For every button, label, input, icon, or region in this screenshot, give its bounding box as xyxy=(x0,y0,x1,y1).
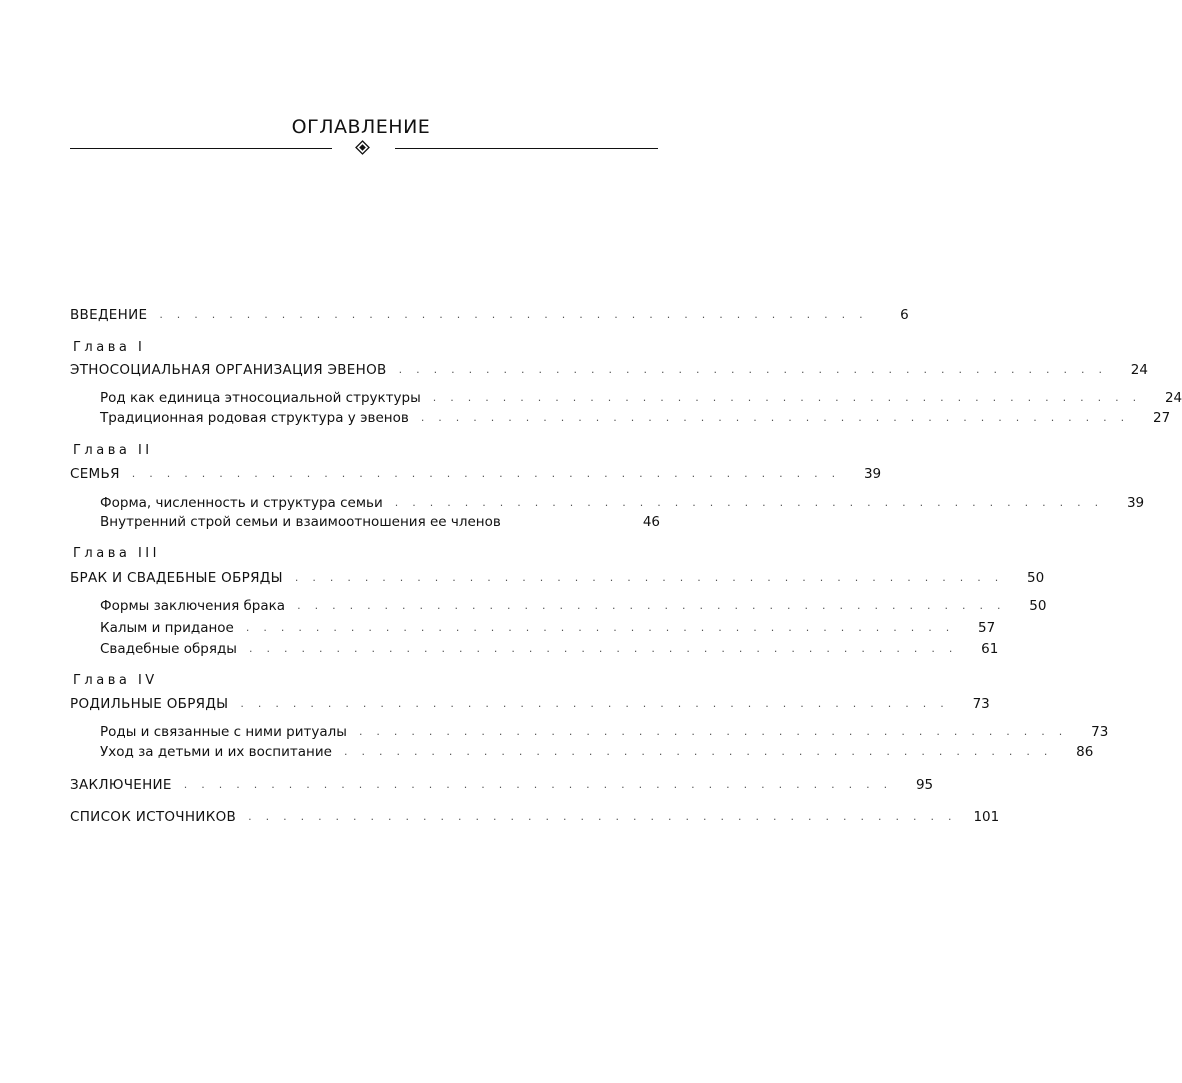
chapter-heading: Глава I xyxy=(73,340,146,355)
toc-entry-title: Традиционная родовая структура у эвенов xyxy=(100,410,409,426)
toc-entry-page: 50 xyxy=(1029,598,1047,614)
toc-entry-title: Род как единица этносоциальной структуры xyxy=(100,390,421,406)
leader-dots: ......................................... xyxy=(183,778,902,791)
chapter-heading: Глава III xyxy=(73,546,160,561)
toc-entry-title: ЗАКЛЮЧЕНИЕ xyxy=(70,777,172,793)
leader-dots: ......................................... xyxy=(343,745,1062,758)
toc-entry-title: РОДИЛЬНЫЕ ОБРЯДЫ xyxy=(70,696,229,712)
toc-entry[interactable] xyxy=(70,359,1148,379)
toc-entry-page: 39 xyxy=(863,466,882,482)
leader-dots: ......................................... xyxy=(294,571,1013,584)
toc-entry-title: СЕМЬЯ xyxy=(70,466,120,482)
leader-dots: ......................................... xyxy=(240,697,958,710)
toc-entry-title: Уход за детьми и их воспитание xyxy=(100,744,332,760)
toc-entry-title: СПИСОК ИСТОЧНИКОВ xyxy=(70,809,237,825)
toc-entry[interactable] xyxy=(70,407,1171,427)
toc-entry[interactable] xyxy=(70,595,1047,615)
toc-entry-page: 24 xyxy=(1130,362,1148,378)
toc-entry-title: БРАК И СВАДЕБНЫЕ ОБРЯДЫ xyxy=(70,570,283,586)
leader-dots: ......................................... xyxy=(394,496,1113,509)
chapter-heading: Глава II xyxy=(73,443,153,458)
leader-dots: ......................................... xyxy=(398,363,1116,376)
toc-entry-page: 46 xyxy=(642,514,660,530)
toc-entry-page: 73 xyxy=(1091,724,1109,740)
toc-entry-page: 73 xyxy=(972,696,990,712)
toc-entry[interactable] xyxy=(70,304,909,324)
toc-entry-title: ЭТНОСОЦИАЛЬНАЯ ОРГАНИЗАЦИЯ ЭВЕНОВ xyxy=(70,362,387,378)
toc-entry-title: Формы заключения брака xyxy=(100,598,286,614)
toc-entry-title: Роды и связанные с ними ритуалы xyxy=(100,724,347,740)
toc-entry[interactable] xyxy=(70,617,996,637)
leader-dots: ......................................... xyxy=(420,411,1139,424)
leader-dots: ......................................... xyxy=(131,467,850,480)
toc-entry[interactable] xyxy=(70,463,882,483)
toc-entry[interactable] xyxy=(70,806,1000,826)
toc-entry[interactable] xyxy=(70,387,1182,407)
leader-dots: ......................................... xyxy=(248,642,967,655)
toc-entry-title: Калым и приданое xyxy=(100,620,234,636)
toc-entry[interactable] xyxy=(70,741,1094,761)
toc-entry-title: Форма, численность и структура семьи xyxy=(100,495,383,511)
toc-entry-page: 101 xyxy=(973,809,1000,825)
toc-entry[interactable] xyxy=(70,693,990,713)
toc-entry[interactable] xyxy=(70,567,1045,587)
leader-dots: ......................................... xyxy=(297,599,1015,612)
toc-entry-page: 61 xyxy=(981,641,999,657)
leader-dots: ......................................... xyxy=(159,308,877,321)
toc-entry-page: 95 xyxy=(915,777,934,793)
page-title: ОГЛАВЛЕНИЕ xyxy=(291,115,431,138)
leader-dots: ......................................... xyxy=(432,391,1151,404)
toc-entry-page: 6 xyxy=(900,307,909,323)
title-rule-right xyxy=(395,148,658,149)
leader-dots: ......................................... xyxy=(248,810,966,823)
toc-entry-page: 86 xyxy=(1076,744,1094,760)
leader-dots: ......................................... xyxy=(358,725,1077,738)
chapter-heading: Глава IV xyxy=(73,673,158,688)
toc-entry-page: 39 xyxy=(1126,495,1145,511)
toc-entry[interactable] xyxy=(70,492,1145,512)
toc-entry-title: ВВЕДЕНИЕ xyxy=(70,307,148,323)
leader-dots: ......................................... xyxy=(245,621,964,634)
toc-entry-title: Свадебные обряды xyxy=(100,641,237,657)
toc-entry[interactable] xyxy=(70,721,1109,741)
toc-entry-title: Внутренний строй семьи и взаимоотношения ее членов xyxy=(100,514,501,530)
toc-entry[interactable] xyxy=(70,638,999,658)
toc-entry[interactable] xyxy=(70,774,934,794)
toc-entry[interactable] xyxy=(70,511,660,531)
title-rule-left xyxy=(70,148,332,149)
toc-entry-page: 27 xyxy=(1153,410,1171,426)
diamond-ornament-icon xyxy=(355,140,370,155)
toc-entry-page: 57 xyxy=(978,620,996,636)
toc-entry-page: 50 xyxy=(1027,570,1045,586)
toc-entry-page: 24 xyxy=(1164,390,1182,406)
